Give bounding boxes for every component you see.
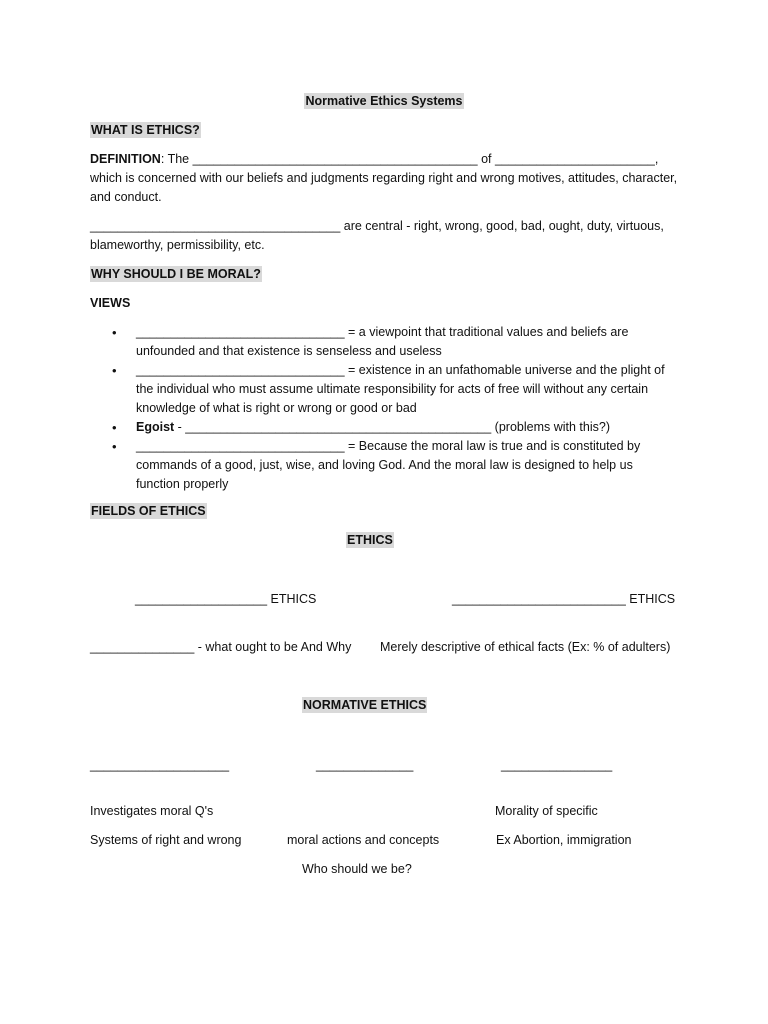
- normative-row: [302, 696, 427, 715]
- col1-line1: Investigates moral Q's: [90, 804, 214, 818]
- what-is-ethics-heading: WHAT IS ETHICS?: [91, 123, 200, 137]
- why-moral-heading: WHY SHOULD I BE MORAL?: [91, 267, 261, 281]
- normative-blank-3: ________________: [501, 758, 613, 772]
- bullet-icon: •: [112, 363, 117, 378]
- normative-blank-1: ____________________: [90, 758, 230, 772]
- what-is-ethics-row: [90, 121, 201, 140]
- ethics-center-label: ETHICS: [347, 533, 393, 547]
- central-paragraph: [90, 217, 680, 255]
- right-branch: _________________________ ETHICS: [452, 592, 676, 606]
- view-text: - ____________________________________________ (problems with this?): [174, 420, 610, 434]
- left-branch: ___________________ ETHICS: [135, 592, 317, 606]
- ethics-center-row: [346, 531, 394, 550]
- normative-heading: NORMATIVE ETHICS: [303, 698, 427, 712]
- col3-line1: Morality of specific: [495, 804, 598, 818]
- bullet-icon: •: [112, 325, 117, 340]
- col1-line2: Systems of right and wrong: [90, 833, 242, 847]
- list-item: [90, 437, 680, 494]
- title-row: [0, 92, 768, 111]
- definition-text-2: which is concerned with our beliefs and judgments regarding right and wrong motives, attitudes, character, and conduct.: [90, 171, 678, 204]
- bullet-icon: •: [112, 420, 117, 435]
- central-text: ____________________________________ are central - right, wrong, good, bad, ought, duty, virtuous, blameworthy, permissibility, etc.: [90, 219, 664, 252]
- egoist-label: Egoist: [136, 420, 175, 434]
- list-item: [90, 361, 680, 418]
- right-description: Merely descriptive of ethical facts (Ex: % of adulters): [380, 640, 671, 654]
- why-moral-row: [90, 265, 262, 284]
- views-list: [90, 323, 680, 494]
- definition-label: DEFINITION: [90, 152, 161, 166]
- fields-heading: FIELDS OF ETHICS: [91, 504, 206, 518]
- document-title: Normative Ethics Systems: [305, 94, 463, 108]
- normative-blank-2: ______________: [316, 758, 414, 772]
- bullet-icon: •: [112, 439, 117, 454]
- col2-line1: moral actions and concepts: [287, 833, 440, 847]
- view-text: ______________________________ = a viewpoint that traditional values and beliefs are unfounded and that existence is senseless and useless: [136, 325, 629, 358]
- view-text: ______________________________ = Because the moral law is true and is constituted by commands of a good, just, wise, and loving God. And the moral law is designed to help us function properly: [136, 439, 641, 491]
- definition-text-1: : The _________________________________________ of _______________________,: [160, 152, 659, 166]
- col2-line2: Who should we be?: [302, 862, 412, 876]
- col3-line2: Ex Abortion, immigration: [496, 833, 632, 847]
- list-item: [90, 418, 680, 437]
- view-text: ______________________________ = existence in an unfathomable universe and the plight of the individual who must assume ultimate responsibility for acts of free will without any certain knowledge of what is right or wrong or good or bad: [136, 363, 665, 415]
- views-label: VIEWS: [90, 296, 131, 310]
- definition-paragraph: [90, 150, 680, 207]
- list-item: [90, 323, 680, 361]
- left-description: _______________ - what ought to be And Why: [90, 640, 352, 654]
- fields-row: [90, 502, 207, 521]
